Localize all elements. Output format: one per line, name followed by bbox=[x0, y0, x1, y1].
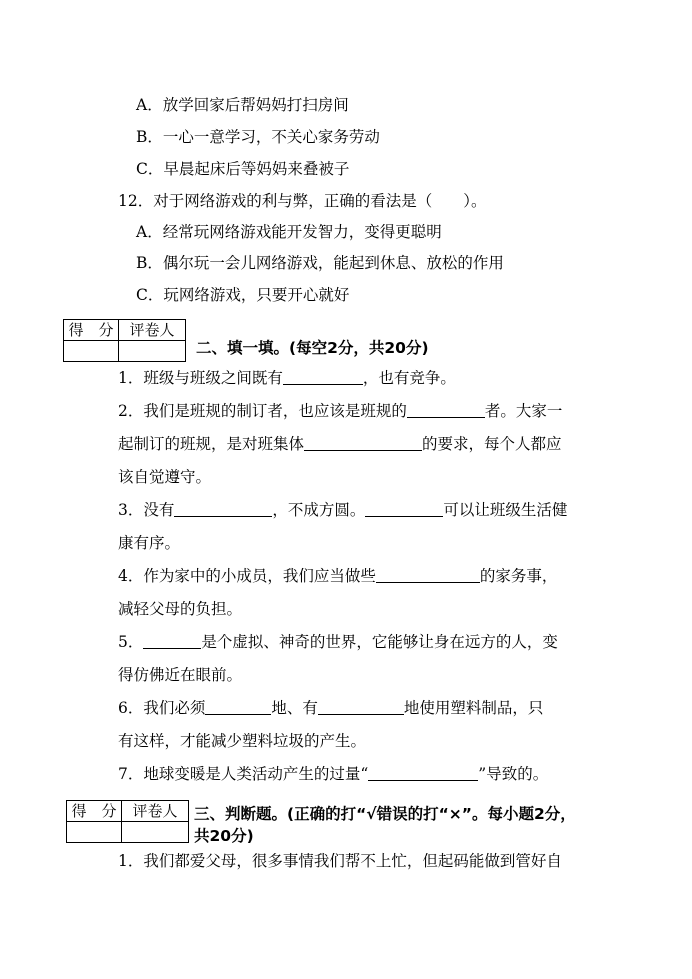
answer-blank[interactable] bbox=[376, 567, 480, 583]
score-cell[interactable] bbox=[64, 341, 119, 362]
score-box-section-2 bbox=[63, 319, 186, 362]
judge-question-1: 1．我们都爱父母，很多事情我们帮不上忙，但起码能做到管好自 bbox=[118, 852, 562, 870]
q11-option-a: A．放学回家后帮妈妈打扫房间 bbox=[136, 96, 349, 114]
q11-option-b: B．一心一意学习，不关心家务劳动 bbox=[136, 128, 380, 146]
fill-question-2-line-3: 该自觉遵守。 bbox=[118, 468, 212, 486]
fill-question-3-line-2: 康有序。 bbox=[118, 534, 181, 552]
section-3-heading-line-2: 共20分) bbox=[194, 827, 254, 845]
answer-blank[interactable] bbox=[318, 699, 404, 715]
grader-label: 评卷人 bbox=[119, 320, 186, 341]
fill-question-2-line-1: 2．我们是班规的制订者，也应该是班规的 者。大家一 bbox=[118, 402, 563, 420]
fill-question-5-line-1: 5． 是个虚拟、神奇的世界，它能够让身在远方的人，变 bbox=[118, 633, 558, 651]
fill-question-7: 7．地球变暖是人类活动产生的过量“ ”导致的。 bbox=[118, 765, 549, 783]
section-3-heading-line-1: 三、判断题。(正确的打“√错误的打“×”。每小题2分， bbox=[194, 805, 576, 823]
fill-question-2-line-2: 起制订的班规，是对班集体 的要求，每个人都应 bbox=[118, 435, 562, 453]
fill-question-1: 1．班级与班级之间既有 ，也有竞争。 bbox=[118, 369, 456, 387]
score-label: 得 分 bbox=[64, 320, 119, 341]
answer-blank[interactable] bbox=[283, 369, 363, 385]
q11-option-c: C．早晨起床后等妈妈来叠被子 bbox=[136, 160, 350, 178]
fill-question-4-line-1: 4．作为家中的小成员，我们应当做些 的家务事， bbox=[118, 567, 558, 585]
grader-cell[interactable] bbox=[119, 341, 186, 362]
section-2-heading: 二、填一填。(每空2分，共20分) bbox=[196, 339, 429, 357]
fill-question-4-line-2: 减轻父母的负担。 bbox=[118, 600, 243, 618]
fill-question-3-line-1: 3．没有 ，不成方圆。 可以让班级生活健 bbox=[118, 501, 568, 519]
score-cell[interactable] bbox=[67, 822, 122, 843]
score-label: 得 分 bbox=[67, 801, 122, 822]
fill-question-5-line-2: 得仿佛近在眼前。 bbox=[118, 666, 243, 684]
grader-label: 评卷人 bbox=[122, 801, 189, 822]
q12-option-b: B．偶尔玩一会儿网络游戏，能起到休息、放松的作用 bbox=[136, 254, 504, 272]
fill-question-6-line-2: 有这样，才能减少塑料垃圾的产生。 bbox=[118, 732, 367, 750]
answer-blank[interactable] bbox=[174, 501, 272, 517]
q12-option-a: A．经常玩网络游戏能开发智力，变得更聪明 bbox=[136, 223, 442, 241]
q12-option-c: C．玩网络游戏，只要开心就好 bbox=[136, 286, 350, 304]
answer-blank[interactable] bbox=[368, 765, 478, 781]
grader-cell[interactable] bbox=[122, 822, 189, 843]
fill-question-6-line-1: 6．我们必须 地、有 地使用塑料制品，只 bbox=[118, 699, 544, 717]
answer-blank[interactable] bbox=[205, 699, 271, 715]
q12-stem: 12．对于网络游戏的利与弊，正确的看法是（ ）。 bbox=[118, 192, 487, 210]
score-box-section-3 bbox=[66, 800, 189, 843]
answer-blank[interactable] bbox=[304, 435, 422, 451]
answer-blank[interactable] bbox=[365, 501, 443, 517]
answer-blank[interactable] bbox=[407, 402, 485, 418]
answer-blank[interactable] bbox=[143, 633, 201, 649]
